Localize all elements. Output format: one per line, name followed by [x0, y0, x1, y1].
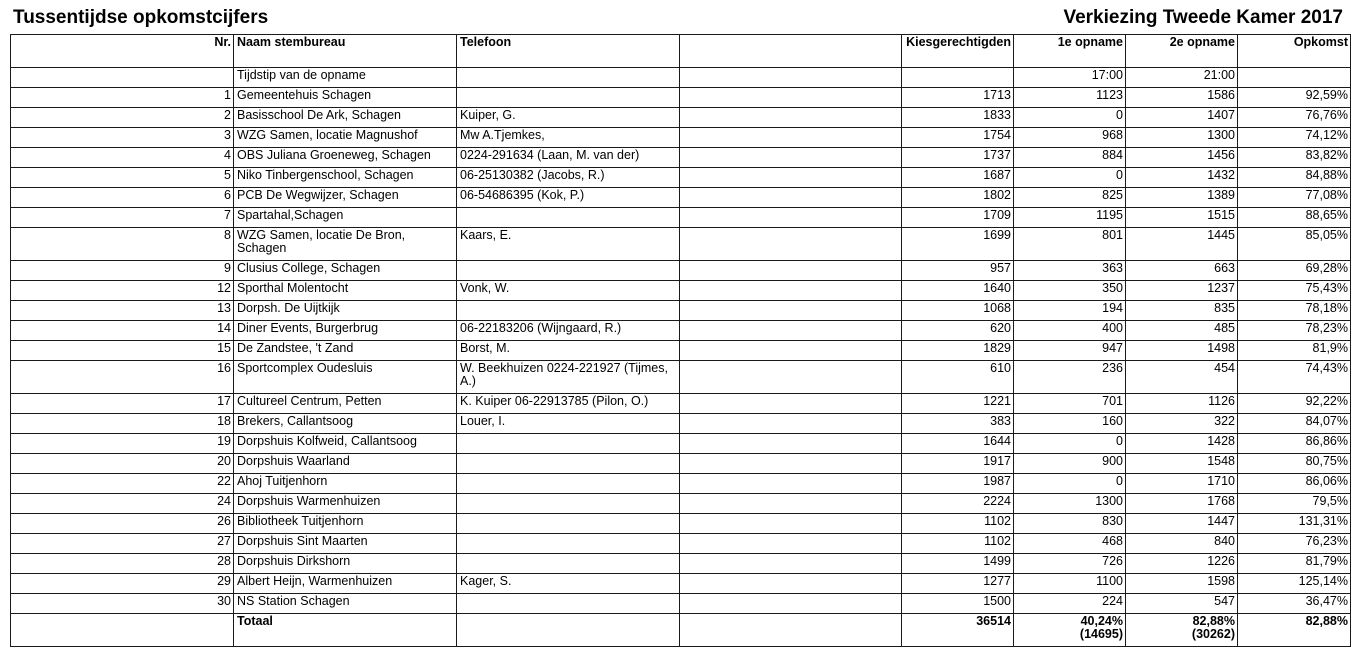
row-opname1: 1195 [1014, 208, 1126, 228]
row-telefoon: K. Kuiper 06-22913785 (Pilon, O.) [457, 394, 680, 414]
row-opname1: 701 [1014, 394, 1126, 414]
table-row [11, 434, 1351, 454]
row-telefoon [457, 594, 680, 614]
row-kiesgerechtigden: 1277 [902, 574, 1014, 594]
row-opkomst: 81,9% [1238, 341, 1351, 361]
row-nr: 29 [11, 574, 234, 594]
row-nr: 26 [11, 514, 234, 534]
row-nr: 1 [11, 88, 234, 108]
row-nr: 28 [11, 554, 234, 574]
total-row [11, 614, 1351, 647]
row-nr: 17 [11, 394, 234, 414]
row-opname1: 1300 [1014, 494, 1126, 514]
row-opname1: 900 [1014, 454, 1126, 474]
row-nr: 27 [11, 534, 234, 554]
row-opname1: 884 [1014, 148, 1126, 168]
row-opname1: 0 [1014, 474, 1126, 494]
row-telefoon: Mw A.Tjemkes, [457, 128, 680, 148]
row-nr: 20 [11, 454, 234, 474]
row-kiesgerechtigden: 957 [902, 261, 1014, 281]
row-telefoon [457, 261, 680, 281]
row-telefoon: 0224-291634 (Laan, M. van der) [457, 148, 680, 168]
row-telefoon [457, 454, 680, 474]
row-opname1: 400 [1014, 321, 1126, 341]
table-row [11, 108, 1351, 128]
total-opname2-count: (30262) [1191, 627, 1235, 641]
total-extra [680, 614, 902, 647]
row-naam-stembureau: Dorpshuis Sint Maarten [234, 534, 457, 554]
row-nr: 15 [11, 341, 234, 361]
row-opkomst: 69,28% [1238, 261, 1351, 281]
row-opname2: 1126 [1126, 394, 1238, 414]
row-opkomst: 36,47% [1238, 594, 1351, 614]
row-opname2: 1432 [1126, 168, 1238, 188]
row-naam-stembureau: PCB De Wegwijzer, Schagen [234, 188, 457, 208]
row-nr: 5 [11, 168, 234, 188]
row-kiesgerechtigden: 1699 [902, 228, 1014, 261]
row-opname1: 194 [1014, 301, 1126, 321]
row-opname2: 840 [1126, 534, 1238, 554]
row-naam-stembureau: Bibliotheek Tuitjenhorn [234, 514, 457, 534]
row-telefoon [457, 514, 680, 534]
row-extra [680, 261, 902, 281]
turnout-table [10, 34, 1351, 647]
row-nr: 24 [11, 494, 234, 514]
row-kiesgerechtigden: 383 [902, 414, 1014, 434]
row-opname2: 1498 [1126, 341, 1238, 361]
row-telefoon: Kuiper, G. [457, 108, 680, 128]
time-row-extra [680, 68, 902, 88]
row-nr: 6 [11, 188, 234, 208]
row-opname2: 1515 [1126, 208, 1238, 228]
row-opname2: 547 [1126, 594, 1238, 614]
table-row [11, 361, 1351, 394]
row-kiesgerechtigden: 1754 [902, 128, 1014, 148]
time-row-label: Tijdstip van de opname [234, 68, 457, 88]
row-opkomst: 131,31% [1238, 514, 1351, 534]
row-extra [680, 594, 902, 614]
table-row [11, 474, 1351, 494]
col-header-extra [680, 35, 902, 68]
election-title: Verkiezing Tweede Kamer 2017 [1063, 7, 1343, 28]
row-naam-stembureau: WZG Samen, locatie Magnushof [234, 128, 457, 148]
total-label: Totaal [234, 614, 457, 647]
total-nr [11, 614, 234, 647]
row-kiesgerechtigden: 1917 [902, 454, 1014, 474]
row-opkomst: 79,5% [1238, 494, 1351, 514]
row-kiesgerechtigden: 1499 [902, 554, 1014, 574]
row-extra [680, 281, 902, 301]
row-opname2: 835 [1126, 301, 1238, 321]
table-row [11, 454, 1351, 474]
table-row [11, 534, 1351, 554]
row-naam-stembureau: De Zandstee, 't Zand [234, 341, 457, 361]
row-opkomst: 77,08% [1238, 188, 1351, 208]
row-opname2: 1237 [1126, 281, 1238, 301]
row-opname2: 1445 [1126, 228, 1238, 261]
row-kiesgerechtigden: 610 [902, 361, 1014, 394]
table-row [11, 228, 1351, 261]
row-telefoon: Kager, S. [457, 574, 680, 594]
row-opname2: 1768 [1126, 494, 1238, 514]
row-nr: 9 [11, 261, 234, 281]
table-row [11, 168, 1351, 188]
row-naam-stembureau: Dorpshuis Warmenhuizen [234, 494, 457, 514]
row-kiesgerechtigden: 1737 [902, 148, 1014, 168]
col-header-telefoon: Telefoon [457, 35, 680, 68]
total-opname1 [1014, 614, 1126, 647]
row-opkomst: 76,76% [1238, 108, 1351, 128]
row-opkomst: 75,43% [1238, 281, 1351, 301]
row-kiesgerechtigden: 1221 [902, 394, 1014, 414]
row-extra [680, 128, 902, 148]
row-kiesgerechtigden: 2224 [902, 494, 1014, 514]
row-opname1: 363 [1014, 261, 1126, 281]
row-naam-stembureau: Dorpshuis Kolfweid, Callantsoog [234, 434, 457, 454]
row-opkomst: 74,43% [1238, 361, 1351, 394]
row-extra [680, 88, 902, 108]
time-row-telefoon [457, 68, 680, 88]
row-kiesgerechtigden: 1068 [902, 301, 1014, 321]
row-naam-stembureau: Albert Heijn, Warmenhuizen [234, 574, 457, 594]
row-naam-stembureau: Dorpshuis Dirkshorn [234, 554, 457, 574]
row-nr: 3 [11, 128, 234, 148]
row-extra [680, 454, 902, 474]
row-kiesgerechtigden: 620 [902, 321, 1014, 341]
row-extra [680, 168, 902, 188]
row-kiesgerechtigden: 1833 [902, 108, 1014, 128]
time-row [11, 68, 1351, 88]
row-telefoon [457, 434, 680, 454]
row-opname1: 0 [1014, 108, 1126, 128]
total-opname1-pct: 40,24% [1080, 614, 1123, 628]
row-kiesgerechtigden: 1709 [902, 208, 1014, 228]
row-nr: 7 [11, 208, 234, 228]
row-nr: 19 [11, 434, 234, 454]
row-opname1: 1123 [1014, 88, 1126, 108]
row-opname2: 1598 [1126, 574, 1238, 594]
table-row [11, 341, 1351, 361]
row-naam-stembureau: Dorpsh. De Uijtkijk [234, 301, 457, 321]
row-naam-stembureau: WZG Samen, locatie De Bron, Schagen [234, 228, 457, 261]
row-kiesgerechtigden: 1987 [902, 474, 1014, 494]
row-opkomst: 85,05% [1238, 228, 1351, 261]
row-kiesgerechtigden: 1500 [902, 594, 1014, 614]
row-opname1: 160 [1014, 414, 1126, 434]
row-opkomst: 74,12% [1238, 128, 1351, 148]
row-opkomst: 80,75% [1238, 454, 1351, 474]
row-kiesgerechtigden: 1802 [902, 188, 1014, 208]
col-header-nr: Nr. [11, 35, 234, 68]
table-row [11, 88, 1351, 108]
row-opname1: 801 [1014, 228, 1126, 261]
row-opname2: 1447 [1126, 514, 1238, 534]
row-naam-stembureau: NS Station Schagen [234, 594, 457, 614]
table-row [11, 261, 1351, 281]
row-opname2: 1710 [1126, 474, 1238, 494]
row-telefoon [457, 474, 680, 494]
row-opname1: 0 [1014, 168, 1126, 188]
row-opkomst: 83,82% [1238, 148, 1351, 168]
row-naam-stembureau: Spartahal,Schagen [234, 208, 457, 228]
table-row [11, 148, 1351, 168]
row-opname1: 1100 [1014, 574, 1126, 594]
total-opname2 [1126, 614, 1238, 647]
row-opkomst: 88,65% [1238, 208, 1351, 228]
row-telefoon [457, 301, 680, 321]
row-nr: 30 [11, 594, 234, 614]
row-telefoon [457, 494, 680, 514]
total-opkomst: 82,88% [1238, 614, 1351, 647]
row-extra [680, 474, 902, 494]
row-opkomst: 84,07% [1238, 414, 1351, 434]
row-opname1: 350 [1014, 281, 1126, 301]
row-opname2: 1407 [1126, 108, 1238, 128]
row-opkomst: 81,79% [1238, 554, 1351, 574]
row-opkomst: 125,14% [1238, 574, 1351, 594]
col-header-opname1: 1e opname [1014, 35, 1126, 68]
col-header-naam: Naam stembureau [234, 35, 457, 68]
table-row [11, 208, 1351, 228]
row-naam-stembureau: Sporthal Molentocht [234, 281, 457, 301]
table-row [11, 514, 1351, 534]
row-naam-stembureau: OBS Juliana Groeneweg, Schagen [234, 148, 457, 168]
row-extra [680, 208, 902, 228]
time-opname2: 21:00 [1126, 68, 1238, 88]
row-opname1: 0 [1014, 434, 1126, 454]
row-telefoon [457, 534, 680, 554]
table-row [11, 188, 1351, 208]
table-row [11, 394, 1351, 414]
row-opname1: 968 [1014, 128, 1126, 148]
row-kiesgerechtigden: 1644 [902, 434, 1014, 454]
row-opname2: 1226 [1126, 554, 1238, 574]
report-title: Tussentijdse opkomstcijfers [13, 7, 269, 28]
col-header-kiesgerechtigden: Kiesgerechtigden [902, 35, 1014, 68]
row-opname2: 1548 [1126, 454, 1238, 474]
total-telefoon [457, 614, 680, 647]
row-kiesgerechtigden: 1687 [902, 168, 1014, 188]
row-kiesgerechtigden: 1102 [902, 534, 1014, 554]
row-telefoon [457, 554, 680, 574]
row-naam-stembureau: Sportcomplex Oudesluis [234, 361, 457, 394]
row-telefoon [457, 208, 680, 228]
row-extra [680, 554, 902, 574]
row-telefoon: Vonk, W. [457, 281, 680, 301]
row-opname1: 830 [1014, 514, 1126, 534]
table-row [11, 494, 1351, 514]
row-opkomst: 86,06% [1238, 474, 1351, 494]
table-row [11, 321, 1351, 341]
total-opname2-pct: 82,88% [1192, 614, 1235, 628]
row-extra [680, 414, 902, 434]
row-extra [680, 108, 902, 128]
row-naam-stembureau: Brekers, Callantsoog [234, 414, 457, 434]
row-extra [680, 228, 902, 261]
row-opname2: 322 [1126, 414, 1238, 434]
row-opname1: 236 [1014, 361, 1126, 394]
row-opname2: 663 [1126, 261, 1238, 281]
row-nr: 22 [11, 474, 234, 494]
row-opkomst: 76,23% [1238, 534, 1351, 554]
row-extra [680, 434, 902, 454]
row-opkomst: 92,59% [1238, 88, 1351, 108]
row-nr: 8 [11, 228, 234, 261]
row-opkomst: 84,88% [1238, 168, 1351, 188]
row-extra [680, 321, 902, 341]
row-opname1: 825 [1014, 188, 1126, 208]
row-kiesgerechtigden: 1713 [902, 88, 1014, 108]
row-opname1: 726 [1014, 554, 1126, 574]
row-telefoon: Borst, M. [457, 341, 680, 361]
row-naam-stembureau: Niko Tinbergenschool, Schagen [234, 168, 457, 188]
row-kiesgerechtigden: 1102 [902, 514, 1014, 534]
row-extra [680, 361, 902, 394]
row-telefoon: W. Beekhuizen 0224-221927 (Tijmes, A.) [457, 361, 680, 394]
table-row [11, 594, 1351, 614]
row-extra [680, 494, 902, 514]
col-header-opname2: 2e opname [1126, 35, 1238, 68]
row-opname1: 468 [1014, 534, 1126, 554]
row-opname2: 1428 [1126, 434, 1238, 454]
row-opname2: 1389 [1126, 188, 1238, 208]
row-nr: 16 [11, 361, 234, 394]
row-nr: 12 [11, 281, 234, 301]
row-nr: 14 [11, 321, 234, 341]
row-extra [680, 341, 902, 361]
row-naam-stembureau: Cultureel Centrum, Petten [234, 394, 457, 414]
row-naam-stembureau: Clusius College, Schagen [234, 261, 457, 281]
row-extra [680, 574, 902, 594]
table-row [11, 414, 1351, 434]
row-nr: 2 [11, 108, 234, 128]
row-opname1: 224 [1014, 594, 1126, 614]
row-nr: 13 [11, 301, 234, 321]
row-opname2: 1586 [1126, 88, 1238, 108]
table-row [11, 128, 1351, 148]
row-opkomst: 78,18% [1238, 301, 1351, 321]
time-row-nr [11, 68, 234, 88]
time-row-kies [902, 68, 1014, 88]
row-opname2: 1300 [1126, 128, 1238, 148]
row-extra [680, 534, 902, 554]
row-nr: 4 [11, 148, 234, 168]
row-opkomst: 92,22% [1238, 394, 1351, 414]
time-row-opkomst [1238, 68, 1351, 88]
row-opname2: 454 [1126, 361, 1238, 394]
row-telefoon: 06-25130382 (Jacobs, R.) [457, 168, 680, 188]
row-telefoon: 06-54686395 (Kok, P.) [457, 188, 680, 208]
row-naam-stembureau: Diner Events, Burgerbrug [234, 321, 457, 341]
table-row [11, 554, 1351, 574]
table-header-row [11, 35, 1351, 68]
row-extra [680, 394, 902, 414]
row-telefoon: 06-22183206 (Wijngaard, R.) [457, 321, 680, 341]
table-row [11, 574, 1351, 594]
row-naam-stembureau: Ahoj Tuitjenhorn [234, 474, 457, 494]
row-naam-stembureau: Basisschool De Ark, Schagen [234, 108, 457, 128]
table-row [11, 301, 1351, 321]
time-opname1: 17:00 [1014, 68, 1126, 88]
row-extra [680, 188, 902, 208]
row-extra [680, 148, 902, 168]
row-telefoon: Louer, I. [457, 414, 680, 434]
row-opkomst: 78,23% [1238, 321, 1351, 341]
row-naam-stembureau: Gemeentehuis Schagen [234, 88, 457, 108]
row-extra [680, 514, 902, 534]
row-nr: 18 [11, 414, 234, 434]
row-kiesgerechtigden: 1640 [902, 281, 1014, 301]
row-telefoon [457, 88, 680, 108]
row-opname2: 485 [1126, 321, 1238, 341]
row-kiesgerechtigden: 1829 [902, 341, 1014, 361]
total-kiesgerechtigden: 36514 [902, 614, 1014, 647]
row-opname1: 947 [1014, 341, 1126, 361]
col-header-opkomst: Opkomst [1238, 35, 1351, 68]
row-opname2: 1456 [1126, 148, 1238, 168]
row-opkomst: 86,86% [1238, 434, 1351, 454]
row-extra [680, 301, 902, 321]
table-row [11, 281, 1351, 301]
row-naam-stembureau: Dorpshuis Waarland [234, 454, 457, 474]
total-opname1-count: (14695) [1079, 627, 1123, 641]
row-telefoon: Kaars, E. [457, 228, 680, 261]
